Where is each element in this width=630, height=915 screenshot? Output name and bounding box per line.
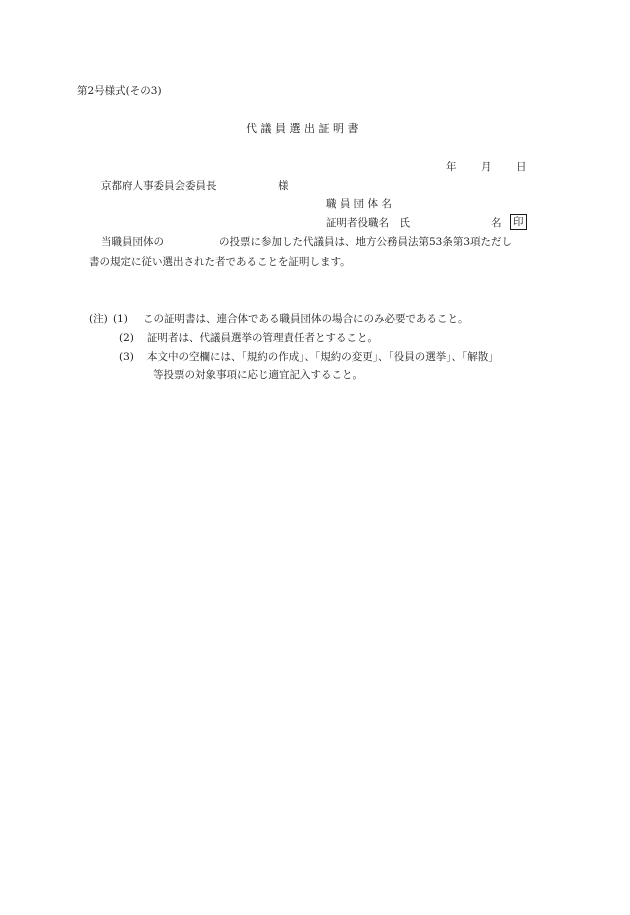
body-line-1-part-1: 当職員団体の [101, 236, 164, 248]
signer-org-label: 職 員 団 体 名 [326, 198, 392, 210]
seal-stamp [510, 214, 527, 230]
note-3-number: (3) [119, 351, 134, 363]
signer-name-suffix: 名 [491, 217, 502, 229]
date-day: 日 [516, 161, 527, 173]
seal-label: 印 [510, 214, 527, 230]
body-line-1-part-2: の投票に参加した代議員は、地方公務員法第53条第3項ただし [219, 236, 513, 248]
addressee-honorific: 様 [278, 180, 289, 192]
body-line-2: 書の規定に従い選出された者であることを証明します。 [89, 256, 351, 268]
signer-title-label: 証明者役職名 氏 [326, 217, 410, 229]
form-number: 第2号様式(その3) [77, 85, 162, 97]
document-title: 代 議 員 選 出 証 明 書 [246, 122, 359, 135]
note-3-continuation: 等投票の対象事項に応じ適宜記入すること。 [153, 369, 363, 381]
note-3-text: 本文中の空欄には、「規約の作成」、「規約の変更」、「役員の選挙」、「解散」 [147, 351, 499, 363]
note-2-number: (2) [119, 332, 134, 344]
addressee-name: 京都府人事委員会委員長 [101, 180, 217, 192]
note-1-number: (1) [113, 313, 128, 325]
note-1-text: この証明書は、連合体である職員団体の場合にのみ必要であること。 [143, 313, 469, 325]
notes-prefix: (注) [89, 313, 108, 325]
note-2-text: 証明者は、代議員選挙の管理責任者とすること。 [147, 332, 378, 344]
date-year: 年 [446, 161, 457, 173]
date-month: 月 [481, 161, 492, 173]
